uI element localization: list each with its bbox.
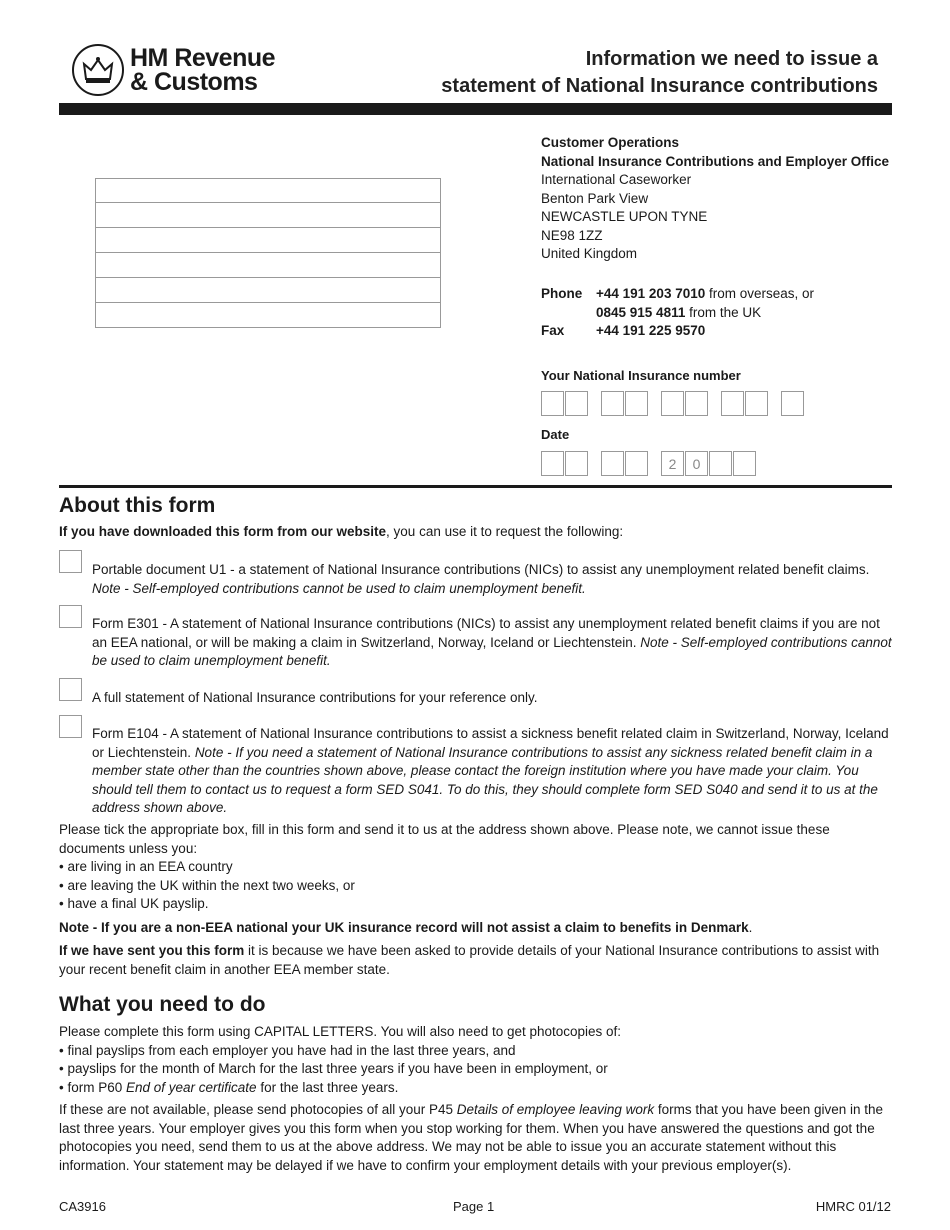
phone-label: Phone bbox=[541, 286, 583, 301]
logo-line2: & Customs bbox=[130, 68, 258, 96]
date-month-box[interactable] bbox=[625, 451, 648, 476]
title-line2: statement of National Insurance contributions bbox=[441, 75, 878, 97]
phone-overseas-suffix: from overseas, or bbox=[705, 286, 815, 301]
option-e104 bbox=[92, 725, 892, 818]
option-u1-note: Note - Self-employed contributions cannot be used to claim unemployment benefit. bbox=[92, 580, 586, 596]
fax-number: +44 191 225 9570 bbox=[596, 323, 706, 338]
ni-box[interactable] bbox=[625, 391, 648, 416]
address-line-1[interactable] bbox=[95, 178, 441, 203]
instruction-block bbox=[59, 821, 892, 914]
todo-bullet: • payslips for the month of March for the last three years if you have been in employment, or bbox=[59, 1061, 608, 1076]
date-boxes bbox=[541, 451, 757, 476]
instruction-text: Please tick the appropriate box, fill in this form and send it to us at the address shown above. Please note, we cannot issue these documents unless you: bbox=[59, 822, 830, 856]
denmark-note-bold: Note - If you are a non-EEA national your UK insurance record will not assist a claim to benefits in Denmark bbox=[59, 920, 749, 935]
about-heading: About this form bbox=[59, 494, 216, 517]
office-line-5: NEWCASTLE UPON TYNE bbox=[541, 209, 708, 224]
todo-para-end: forms that you have been given in the last three years. Your employer gives you this form when you stop working for them. When you have answered the questions and got the photocopies you need, send them to us at the above address. We may not be able to issue you an accurate statement without this information. Your statement may be delayed if we have to confirm your employment details with your previous employer(s). bbox=[59, 1102, 884, 1173]
todo-bullet-end: for the last three years. bbox=[256, 1079, 399, 1095]
office-line-1: Customer Operations bbox=[541, 135, 680, 150]
ni-number-boxes bbox=[541, 391, 805, 416]
sent-form-rest: it is because we have been asked to provide details of your National Insurance contributions to assist with your recent benefit claim in another EEA member state. bbox=[59, 943, 880, 977]
todo-heading: What you need to do bbox=[59, 993, 266, 1016]
date-label: Date bbox=[541, 427, 570, 442]
address-box bbox=[95, 178, 441, 328]
about-intro bbox=[59, 523, 892, 542]
document-title bbox=[441, 46, 878, 100]
crown-icon bbox=[72, 44, 124, 96]
todo-bullet-italic: End of year certificate bbox=[126, 1079, 257, 1095]
section-rule bbox=[59, 485, 892, 488]
address-line-6[interactable] bbox=[95, 303, 441, 328]
about-intro-rest: , you can use it to request the following: bbox=[386, 524, 624, 539]
option-full-statement-checkbox[interactable] bbox=[59, 678, 82, 701]
logo-line1: HM Revenue bbox=[130, 44, 276, 72]
page-number: Page 1 bbox=[453, 1199, 495, 1214]
header-rule bbox=[59, 103, 892, 115]
address-line-4[interactable] bbox=[95, 253, 441, 278]
contact-details bbox=[541, 285, 814, 341]
todo-intro: Please complete this form using CAPITAL LETTERS. You will also need to get photocopies of: bbox=[59, 1024, 622, 1039]
todo-bullet bbox=[59, 1079, 892, 1098]
sent-form-bold: If we have sent you this form bbox=[59, 943, 245, 958]
phone-overseas: +44 191 203 7010 bbox=[596, 286, 706, 301]
date-year-prefix: 0 bbox=[685, 451, 708, 476]
option-u1-text: Portable document U1 - a statement of National Insurance contributions (NICs) to assist any unemployment related benefit claims. bbox=[92, 562, 870, 577]
ni-box[interactable] bbox=[661, 391, 684, 416]
office-address bbox=[541, 134, 889, 264]
office-line-2: National Insurance Contributions and Employer Office bbox=[541, 153, 890, 169]
date-day-box[interactable] bbox=[541, 451, 564, 476]
office-line-4: Benton Park View bbox=[541, 190, 649, 206]
option-e104-note: Note - If you need a statement of National Insurance contributions to assist any sickness related benefit claim in a member state other than the countries shown above, please contact the foreign institution where you have made your claim. You should tell them to contact us to request a form SED S041. To do this, they should complete form SED S040 and send it to us at the address shown above. bbox=[92, 744, 878, 815]
hmrc-logo bbox=[72, 44, 275, 96]
option-e104-checkbox[interactable] bbox=[59, 715, 82, 738]
date-year-box[interactable] bbox=[709, 451, 732, 476]
phone-uk-suffix: from the UK bbox=[685, 304, 762, 320]
ni-box[interactable] bbox=[721, 391, 744, 416]
option-e301 bbox=[92, 615, 892, 671]
address-line-3[interactable] bbox=[95, 228, 441, 253]
todo-bullet-start: • form P60 bbox=[59, 1079, 126, 1095]
ni-box[interactable] bbox=[541, 391, 564, 416]
date-day-box[interactable] bbox=[565, 451, 588, 476]
phone-uk: 0845 915 4811 bbox=[596, 304, 686, 320]
form-version: HMRC 01/12 bbox=[815, 1199, 891, 1214]
ni-number-label: Your National Insurance number bbox=[541, 368, 741, 383]
form-code: CA3916 bbox=[59, 1199, 106, 1214]
todo-para-start: If these are not available, please send photocopies of all your P45 bbox=[59, 1102, 457, 1117]
ni-box[interactable] bbox=[685, 391, 708, 416]
option-full-statement: A full statement of National Insurance contributions for your reference only. bbox=[92, 690, 538, 705]
todo-para-italic: Details of employee leaving work bbox=[456, 1102, 655, 1117]
todo-paragraph bbox=[59, 1101, 892, 1175]
denmark-note bbox=[59, 919, 892, 938]
option-e301-checkbox[interactable] bbox=[59, 605, 82, 628]
office-line-7: United Kingdom bbox=[541, 246, 638, 261]
denmark-note-end: . bbox=[748, 920, 753, 935]
option-e104-text: Form E104 - A statement of National Insurance contributions to assist a sickness benefit related claim in Switzerland, Norway, Iceland or Liechtenstein. bbox=[92, 726, 889, 760]
todo-list bbox=[59, 1023, 892, 1097]
office-line-6: NE98 1ZZ bbox=[541, 227, 603, 243]
title-line1: Information we need to issue a bbox=[585, 48, 878, 70]
fax-label: Fax bbox=[541, 323, 565, 338]
sent-form-paragraph bbox=[59, 942, 892, 979]
condition-bullet: • have a final UK payslip. bbox=[59, 896, 209, 911]
about-intro-bold: If you have downloaded this form from our website bbox=[59, 524, 387, 539]
condition-bullet: • are living in an EEA country bbox=[59, 859, 233, 874]
ni-box[interactable] bbox=[745, 391, 768, 416]
option-u1-checkbox[interactable] bbox=[59, 550, 82, 573]
ni-box[interactable] bbox=[781, 391, 804, 416]
option-e301-text: Form E301 - A statement of National Insurance contributions (NICs) to assist any unemployment related benefit claims if you are not an EEA national, or will be making a claim in Switzerland, Norway, Iceland or Liechtenstein. bbox=[92, 616, 880, 650]
option-e301-note: Note - Self-employed contributions cannot be used to claim unemployment benefit. bbox=[92, 634, 892, 668]
todo-bullet: • final payslips from each employer you have had in the last three years, and bbox=[59, 1042, 516, 1058]
option-u1 bbox=[92, 561, 892, 598]
date-year-box[interactable] bbox=[733, 451, 756, 476]
address-line-2[interactable] bbox=[95, 203, 441, 228]
condition-bullet: • are leaving the UK within the next two weeks, or bbox=[59, 877, 355, 893]
ni-box[interactable] bbox=[565, 391, 588, 416]
date-year-prefix: 2 bbox=[661, 451, 684, 476]
office-line-3: International Caseworker bbox=[541, 172, 692, 187]
address-line-5[interactable] bbox=[95, 278, 441, 303]
ni-box[interactable] bbox=[601, 391, 624, 416]
date-month-box[interactable] bbox=[601, 451, 624, 476]
